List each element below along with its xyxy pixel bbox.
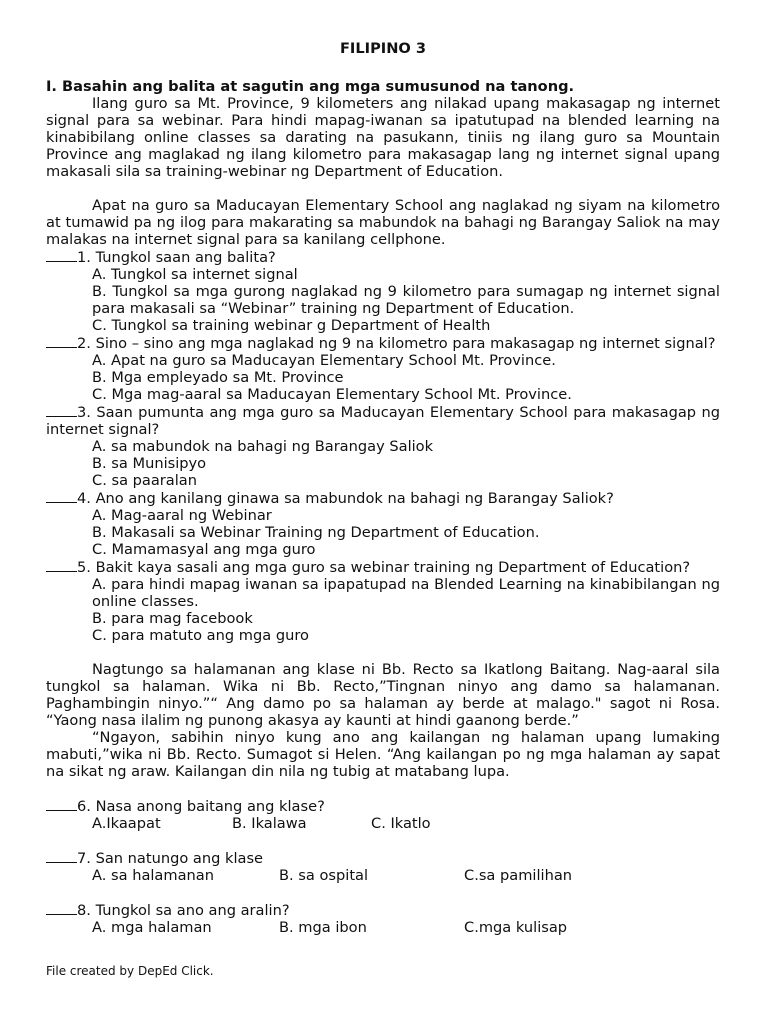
- choice: C. sa paaralan: [92, 472, 197, 489]
- passage1-paragraph-2: Apat na guro sa Maducayan Elementary School ang naglakad ng siyam na kilometro at tumawid pa ng ilog para makarating sa mabundok na bahagi ng Barangay Saliok na may malakas na internet signal para sa kanilang cellphone.: [46, 197, 720, 248]
- answer-blank[interactable]: [46, 901, 77, 915]
- choice: B. Ikalawa: [232, 815, 307, 832]
- choice: A. sa halamanan: [92, 867, 214, 884]
- choice: C. Mamamasyal ang mga guro: [92, 541, 316, 558]
- passage1-paragraph-1: Ilang guro sa Mt. Province, 9 kilometers ang nilakad upang makasagap ng internet signal para sa webinar. Para hindi mapag-iwanan sa ipatutupad na blended learning na kinabibilang online classes sa darating na pasukann, tiniis ng ilang guro sa Mountain Province ang maglakad ng ilang kilometro para makasagap lang ng internet signal upang makasali sila sa training-webinar ng Department of Education.: [46, 95, 720, 180]
- question-text: 3. Saan pumunta ang mga guro sa Maducayan Elementary School para makasagap ng internet signal?: [46, 404, 720, 438]
- choice: C. Tungkol sa training webinar g Department of Health: [92, 317, 491, 334]
- section-heading: I. Basahin ang balita at sagutin ang mga sumusunod na tanong.: [46, 78, 575, 95]
- choice: A. Apat na guro sa Maducayan Elementary School Mt. Province.: [92, 352, 556, 369]
- choice: B. mga ibon: [279, 919, 367, 936]
- passage2-paragraph-1: Nagtungo sa halamanan ang klase ni Bb. Recto sa Ikatlong Baitang. Nag-aaral sila tungkol sa halaman. Wika ni Bb. Recto,”Tingnan ninyo ang damo sa halamanan. Paghambingin ninyo.”“ Ang damo po sa halaman ay berde at malago." sagot ni Rosa. “Yaong nasa ilalim ng punong akasya ay kaunti at hindi gaanong berde.”: [46, 661, 720, 729]
- question-6: [46, 797, 720, 815]
- question-text: 4. Ano ang kanilang ginawa sa mabundok na bahagi ng Barangay Saliok?: [77, 490, 614, 507]
- choice: B. Tungkol sa mga gurong naglakad ng 9 kilometro para sumagap ng internet signal para makasali sa “Webinar” training ng Department of Education.: [92, 283, 720, 317]
- choice: B. Makasali sa Webinar Training ng Department of Education.: [92, 524, 540, 541]
- question-7: [46, 849, 720, 867]
- choice: C.mga kulisap: [464, 919, 568, 936]
- choice: A.Ikaapat: [92, 815, 161, 832]
- choice-row: [46, 919, 720, 936]
- question-text: 1. Tungkol saan ang balita?: [77, 249, 276, 266]
- question-4: [46, 489, 720, 507]
- answer-blank[interactable]: [46, 489, 77, 503]
- page-title: FILIPINO 3: [339, 40, 427, 57]
- question-2: [46, 334, 720, 352]
- choice-row: [46, 867, 720, 884]
- choice: A. para hindi mapag iwanan sa ipapatupad na Blended Learning na kinabibilangan ng online classes.: [92, 576, 720, 610]
- answer-blank[interactable]: [46, 849, 77, 863]
- choice: C. para matuto ang mga guro: [92, 627, 309, 644]
- spacer: [46, 180, 720, 197]
- footer-credit: File created by DepEd Click.: [46, 964, 214, 978]
- choice: C. Ikatlo: [371, 815, 431, 832]
- spacer: [46, 884, 720, 901]
- question-text: 6. Nasa anong baitang ang klase?: [77, 798, 325, 815]
- question-1: [46, 248, 720, 266]
- choice: B. Mga empleyado sa Mt. Province: [92, 369, 344, 386]
- question-text: 7. San natungo ang klase: [77, 850, 264, 867]
- question-text: 5. Bakit kaya sasali ang mga guro sa webinar training ng Department of Education?: [77, 559, 691, 576]
- choice: C. Mga mag-aaral sa Maducayan Elementary School Mt. Province.: [92, 386, 572, 403]
- answer-blank[interactable]: [46, 248, 77, 262]
- answer-blank[interactable]: [46, 403, 77, 417]
- choice: B. para mag facebook: [92, 610, 253, 627]
- worksheet-page: [46, 40, 720, 936]
- question-text: 8. Tungkol sa ano ang aralin?: [77, 902, 290, 919]
- choice: A. mga halaman: [92, 919, 212, 936]
- question-5: [46, 558, 720, 576]
- spacer: [46, 832, 720, 849]
- choice: A. Mag-aaral ng Webinar: [92, 507, 272, 524]
- spacer: [46, 644, 720, 661]
- question-3: [46, 403, 720, 438]
- choice: A. Tungkol sa internet signal: [92, 266, 298, 283]
- answer-blank[interactable]: [46, 334, 77, 348]
- question-text: 2. Sino – sino ang mga naglakad ng 9 na kilometro para makasagap ng internet signal?: [77, 335, 716, 352]
- passage2-paragraph-2: “Ngayon, sabihin ninyo kung ano ang kailangan ng halaman upang lumaking mabuti,”wika ni Bb. Recto. Sumagot si Helen. “Ang kailangan po ng mga halaman ay sapat na sikat ng araw. Kailangan din nila ng tubig at matabang lupa.: [46, 729, 720, 780]
- choice-row: [46, 815, 720, 832]
- question-8: [46, 901, 720, 919]
- choice: C.sa pamilihan: [464, 867, 573, 884]
- spacer: [46, 780, 720, 797]
- answer-blank[interactable]: [46, 558, 77, 572]
- choice: B. sa Munisipyo: [92, 455, 207, 472]
- choice: B. sa ospital: [279, 867, 369, 884]
- answer-blank[interactable]: [46, 797, 77, 811]
- choice: A. sa mabundok na bahagi ng Barangay Saliok: [92, 438, 434, 455]
